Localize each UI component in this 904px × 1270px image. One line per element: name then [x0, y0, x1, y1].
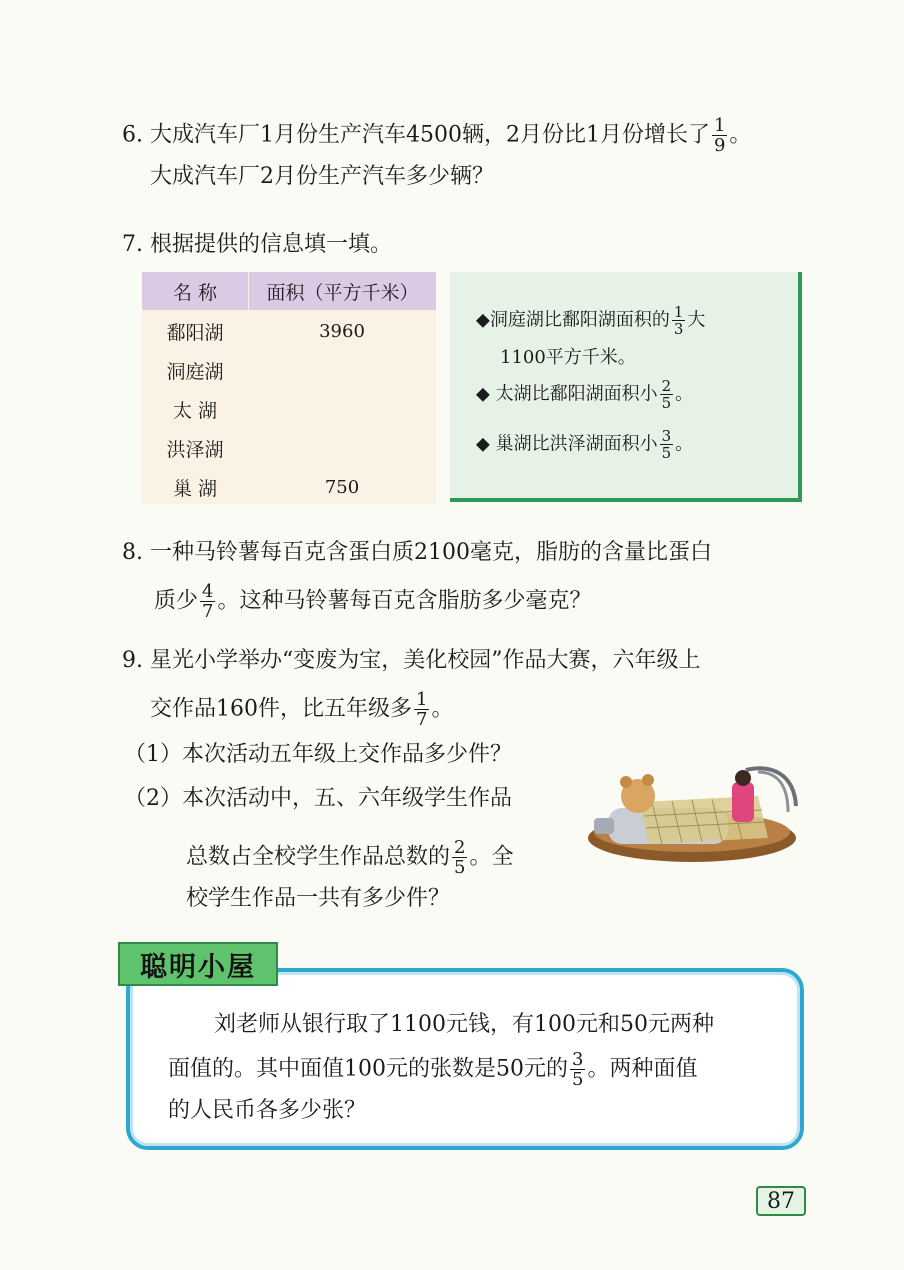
q6-line1: 6. 大成汽车厂1月份生产汽车4500辆，2月份比1月份增长了 $\frac{1}{9}$ 。: [122, 115, 752, 156]
lake-info-box: [450, 272, 802, 502]
q8-line1: 8. 一种马铃薯每百克含蛋白质2100毫克，脂肪的含量比蛋白: [122, 540, 712, 565]
table-row: 鄱阳湖 3960: [166, 321, 365, 344]
q9-sub2-line2: 总数占全校学生作品总数的 $\frac{2}{5}$ 。全: [186, 837, 514, 878]
lake-area-table: [142, 272, 436, 504]
header-name: 名 称: [142, 272, 249, 310]
bottle-cap: [594, 818, 614, 834]
clever-line2: 面值的。其中面值100元的张数是50元的 $\frac{3}{5}$ 。两种面值: [168, 1049, 698, 1090]
header-area: 面积（平方千米）: [266, 281, 419, 304]
info-fraction-3: $\frac{3}{5}$: [661, 427, 672, 462]
clever-house-title: 聪明小屋: [118, 942, 278, 986]
table-row: 洪泽湖: [166, 439, 224, 461]
q9-sub1: （1）本次活动五年级上交作品多少件？: [124, 742, 512, 767]
clever-line1: 刘老师从银行取了1100元钱，有100元和50元两种: [214, 1012, 714, 1037]
q6-fraction: $\frac{1}{9}$: [713, 115, 726, 156]
table-row: 洞庭湖: [166, 361, 224, 383]
q9-sub2-line3: 校学生作品一共有多少件？: [186, 886, 451, 911]
info-item-2: ◆ 太湖比鄱阳湖面积小 $\frac{2}{5}$ 。: [476, 377, 694, 412]
info-fraction-1: $\frac{1}{3}$: [673, 303, 684, 338]
info-fraction-2: $\frac{2}{5}$: [661, 377, 672, 412]
q6-line2: 大成汽车厂2月份生产汽车多少辆？: [150, 164, 494, 189]
q9-sub2-fraction: $\frac{2}{5}$: [454, 837, 466, 878]
info-item-1-cont: 1100平方千米。: [500, 347, 636, 368]
recycled-craft-image: [582, 766, 806, 866]
q7-title: 7. 根据提供的信息填一填。: [122, 232, 392, 257]
info-item-1: ◆洞庭湖比鄱阳湖面积的 $\frac{1}{3}$ 大: [476, 303, 706, 338]
q8-fraction: $\frac{4}{7}$: [202, 581, 214, 622]
doll-figure: [732, 782, 754, 822]
q9-fraction: $\frac{1}{7}$: [416, 689, 428, 730]
q8-line2: 质少 $\frac{4}{7}$ 。这种马铃薯每百克含脂肪多少毫克？: [154, 581, 592, 622]
q9-sub2-line1: （2）本次活动中，五、六年级学生作品: [124, 786, 512, 811]
q9-line2: 交作品160件，比五年级多 $\frac{1}{7}$ 。: [150, 689, 454, 730]
table-row: 巢 湖 750: [172, 477, 360, 500]
clever-fraction: $\frac{3}{5}$: [572, 1049, 584, 1090]
table-row: 太 湖: [172, 400, 218, 422]
info-item-3: ◆ 巢湖比洪泽湖面积小 $\frac{3}{5}$ 。: [476, 427, 694, 462]
q9-line1: 9. 星光小学举办“变废为宝，美化校园”作品大赛，六年级上: [122, 648, 701, 673]
page-number: 87: [756, 1186, 806, 1216]
clever-line3: 的人民币各多少张？: [168, 1098, 367, 1123]
table-header: [142, 272, 436, 310]
